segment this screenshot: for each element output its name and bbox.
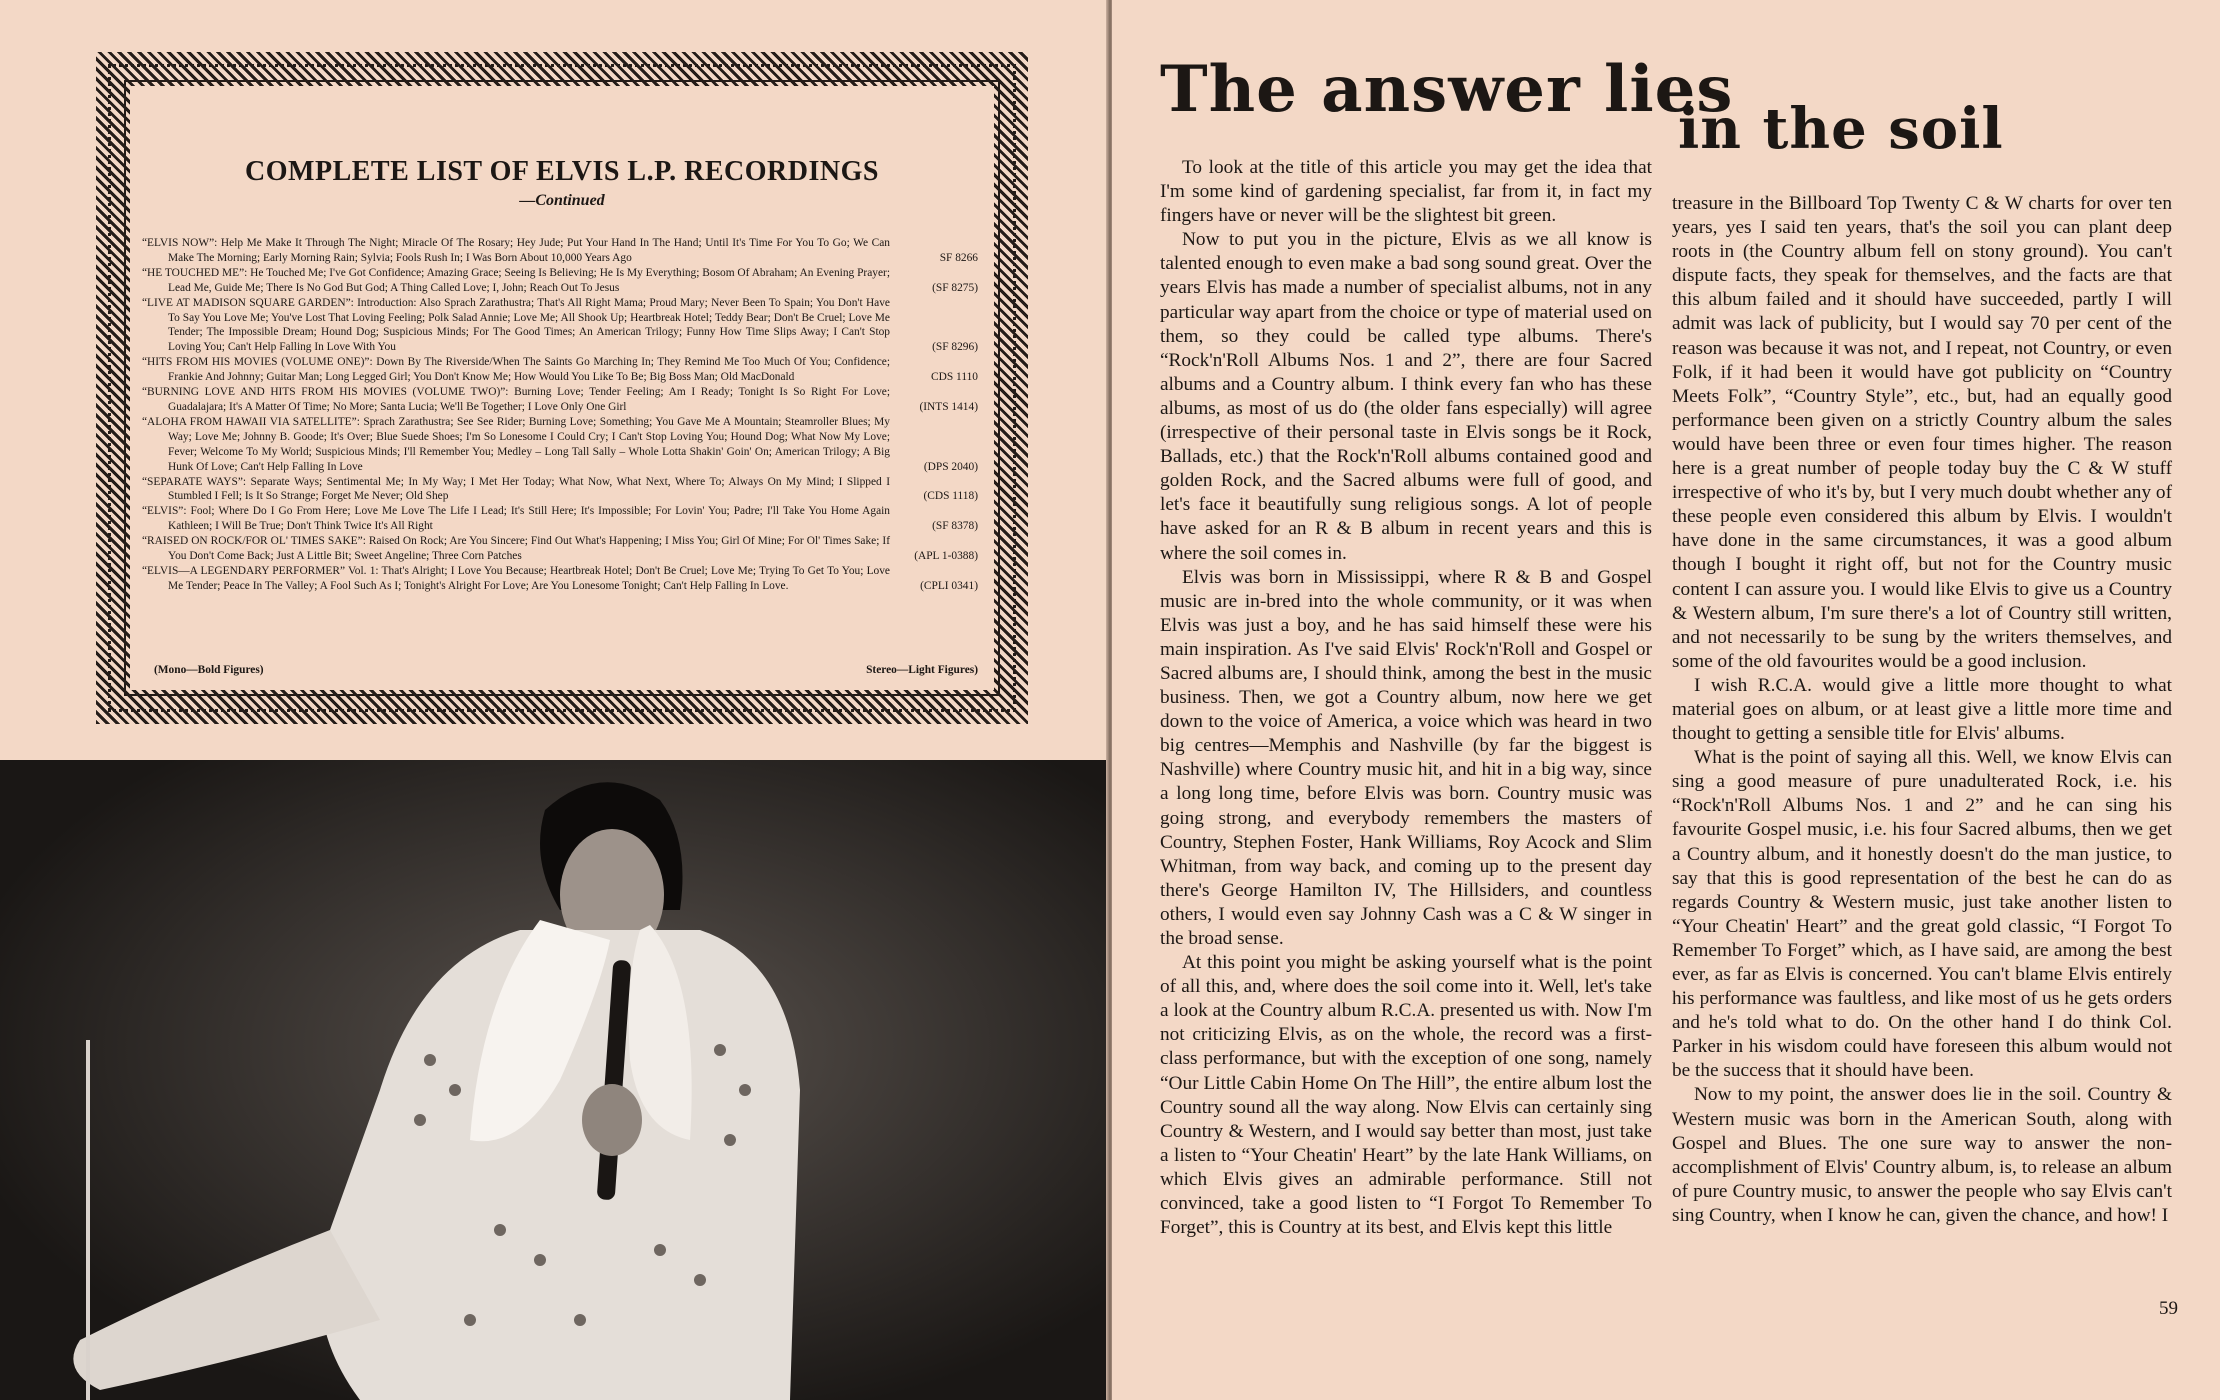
album-tracks: “RAISED ON ROCK/FOR OL' TIMES SAKE”: Raised On Rock; Are You Sincere; Find Out What's Happening; I Miss You; Girl Of Mine; For Ol' Times Sake; If You Don't Come Back; Just A Little Bit; Sweet Angeline; Three Corn Patches [142,535,890,563]
col2-paragraph: Now to my point, the answer does lie in the soil. Country & Western music was born in the American South, along with Gospel and Blues. The one sure way to answer the non-accomplishment of Elvis' Country album, is, to release an album of pure Country music, to answer the people who say Elvis can't sing Country, when I know he can, given the chance, and how! I [1672,1084,2172,1226]
right-page [1112,0,2220,1400]
album-tracks: “ELVIS—A LEGENDARY PERFORMER” Vol. 1: That's Alright; I Love You Because; Heartbreak Hotel; Don't Be Cruel; Love Me; Trying To Get To You; Love Me Tender; Peace In The Valley; A Fool Such As I; Tonight's Alright For Love; Are You Lonesome Tonight; Can't Help Falling In Love. [142,564,890,592]
album-entry [142,296,982,356]
col2-paragraph: treasure in the Billboard Top Twenty C & W charts for over ten years, yes I said ten years, that's the soil you can plant deep roots in (the Country album fell on stony ground). You can't dispute facts, they speak for themselves, and the facts are that this album failed and it should have succeeded, partly I will admit was lack of publicity, but I would say 70 per cent of the reason was because it was not, and I repeat, not Country, or even Folk, if it had been it would have got publicity on “Country Meets Folk”, “Country Style”, etc., but, had an equally good performance been given on a strictly Country album the sales would have been three or even four times higher. The reason here is a great number of people today buy the C & W stuff irrespective of who it's by, but I very much doubt whether any of these people even considered this album by Elvis. I wouldn't have done in the same circumstances, it was a good album though I bought it right off, but not for the Country music content I can assure you. I would like Elvis to give us a Country & Western album, I'm sure there's a lot of Country still written, and not necessarily to be sung by the writers themselves, and some of the old favourites would be a good inclusion. [1672,193,2172,672]
album-entry [142,236,982,266]
album-catalog-code: (CPLI 0341) [920,579,978,592]
album-catalog-code: (SF 8275) [932,281,978,294]
recordings-list [142,98,982,682]
album-entry [142,355,982,385]
album-catalog-code: (DPS 2040) [923,460,978,473]
col1-paragraph: Elvis was born in Mississippi, where R & B and Gospel music are in-bred into the whole community, or it was when Elvis was just a boy, and he has said himself these were his main inspiration. As I've said Elvis' Rock'n'Roll and Gospel or Sacred albums are, I should think, among the best in the music business. Then, we got a Country album, now here we get down to the voice of America, a voice which was heard in two big centres—Memphis and Nashville (by far the biggest is Nashville) where Country music hit, and hit in a big way, since a long long time, before Elvis was born. Country music was going strong, and everybody remembers the masters of Country, Stephen Foster, Hank Williams, Roy Acock and Slim Whitman, from way back, and coming up to the present day there's George Hamilton IV, The Hillsiders, and countless others, I would even say Johnny Cash was a C & W singer in the broad sense. [1160,566,1652,949]
album-catalog-code: CDS 1110 [931,371,978,384]
album-catalog-code: SF 8266 [939,251,978,264]
ornamental-frame [96,52,1028,724]
album-entry [142,534,982,564]
left-page [0,0,1108,1400]
album-entry [142,385,982,415]
album-tracks: “ALOHA FROM HAWAII VIA SATELLITE”: Sprach Zarathustra; See See Rider; Burning Love; Something; You Gave Me A Mountain; Steamroller Blues; My Way; Love Me; Johnny B. Goode; It's Over; Blue Suede Shoes; I'm So Lonesome I Could Cry; I Can't Stop Loving You; Hound Dog; What Now My Love; Fever; Welcome To My World; Suspicious Minds; I'll Remember You; Medley – Long Tall Sally – Whole Lotta Shakin' Goin' On; American Trilogy; A Big Hunk Of Love; Can't Help Falling In Love [142,415,890,473]
album-entry [142,564,982,594]
footer-mono: (Mono—Bold Figures) [154,664,264,676]
album-entry [142,504,982,534]
album-tracks: “ELVIS”: Fool; Where Do I Go From Here; Love Me Love The Life I Lead; It's Still Here; It's Impossible; For Lovin' You; Padre; I'll Take You Home Again Kathleen; I Will Be True; Don't Think Twice It's All Right [142,505,890,533]
album-catalog-code: (SF 8378) [932,520,978,533]
album-tracks: “HE TOUCHED ME”: He Touched Me; I've Got Confidence; Amazing Grace; Seeing Is Believing; He Is My Everything; Bosom Of Abraham; An Evening Prayer; Lead Me, Guide Me; There Is No God But God; A Thing Called Love; I, John; Reach Out To Jesus [142,266,890,294]
album-tracks: “ELVIS NOW”: Help Me Make It Through The Night; Miracle Of The Rosary; Hey Jude; Put Your Hand In The Hand; Until It's Time For You To Go; We Can Make The Morning; Early Morning Rain; Sylvia; Fools Rush In; I Was Born About 10,000 Years Ago [142,237,890,264]
album-entry [142,415,982,475]
col2-paragraph: I wish R.C.A. would give a little more thought to what material goes on album, or at least give a little more time and thought to getting a sensible title for Elvis' albums. [1672,674,2172,745]
list-title: COMPLETE LIST OF ELVIS L.P. RECORDINGS [245,156,879,187]
album-tracks: “SEPARATE WAYS”: Separate Ways; Sentimental Me; In My Way; I Met Her Today; What Now, What Next, Where To; Always On My Mind; I Slipped I Stumbled I Fell; Is It So Strange; Forget Me Never; Old Shep [142,475,890,503]
album-tracks: “BURNING LOVE AND HITS FROM HIS MOVIES (VOLUME TWO)”: Burning Love; Tender Feeling; Am I Ready; Tonight Is So Right For Love; Guadalajara; It's A Matter Of Time; No More; Santa Lucia; We'll Be Together; I Love Only One Girl [142,386,890,413]
album-catalog-code: (SF 8296) [932,341,978,354]
col1-paragraph: Now to put you in the picture, Elvis as we all know is talented enough to even make a bad song sound great. Over the years Elvis has made a number of specialist albums, not in any particular way apart from the choice or type of material used on them, so they could be called type albums. There's “Rock'n'Roll Albums Nos. 1 and 2”, there are four Sacred albums and a Country album. I think every fan who has these albums, as most of us do (the older fans especially) will agree (irrespective of their personal taste in Elvis songs be it Rock, Ballads, etc.) that the Rock'n'Roll albums contained good and golden Rock, and the Sacred albums were full of good, and let's face it beautifully sung religious songs. A lot of people have asked for an R & B album in recent years and this is where the soil comes in. [1160,229,1653,564]
album-list [142,236,982,594]
col1-paragraph: To look at the title of this article you may get the idea that I'm some kind of gardening specialist, far from it, in fact my fingers have or never will be the slightest bit green. [1160,157,1652,227]
article-column-1 [1160,156,1652,1240]
album-entry [142,475,982,505]
col1-paragraph: At this point you might be asking yourself what is the point of all this, and, where does the soil come into it. Well, let's take a look at the Country album R.C.A. presented us with. Now I'm not criticizing Elvis, as on the whole, the record was a first-class performance, but with the exception of one song, namely “Our Little Cabin Home On The Hill”, the entire album lost the Country sound all the way along. Now Elvis can certainly sing Country & Western, and I would say better than most, just take a listen to “Your Cheatin' Heart” by the late Hank Williams, on which Elvis gives an admirable performance. Still not convinced, take a good listen to “I Forgot To Remember To Forget”, this is Country at its best, and Elvis kept this little [1160,952,1652,1239]
list-subtitle: —Continued [519,192,605,209]
photo-illustration [0,760,1108,1400]
list-footer [154,664,978,676]
footer-stereo: Stereo—Light Figures) [866,664,978,676]
album-catalog-code: (CDS 1118) [923,490,978,503]
performer-photo [0,760,1108,1400]
album-catalog-code: (APL 1-0388) [914,550,978,563]
album-catalog-code: (INTS 1414) [919,400,978,413]
article-column-2 [1672,192,2172,1228]
album-entry [142,266,982,296]
col2-paragraph: What is the point of saying all this. Well, we know Elvis can sing a good measure of pure unadulterated Rock, i.e. his “Rock'n'Roll Albums Nos. 1 and 2” and he can sing his favourite Gospel music, i.e. his four Sacred albums, then we get a Country album, and it honestly doesn't do the man justice, to say that this is good representation of the best he can do as regards Country & Western music, just take another listen to “Your Cheatin' Heart” and the great gold classic, “I Forgot To Remember To Forget” which, as I have said, are among the best ever, as far as Elvis is concerned. You can't blame Elvis entirely his performance was faultless, and like most of us he gets orders and he's told what to do. On the other hand I do think Col. Parker in his wisdom could have foreseen this album would not be the success that it should have been. [1672,747,2172,1082]
headline-line-1: The answer lies [1160,52,1734,127]
album-tracks: “LIVE AT MADISON SQUARE GARDEN”: Introduction: Also Sprach Zarathustra; That's All Right Mama; Proud Mary; Never Been To Spain; You Don't Have To Say You Love Me; You've Lost That Loving Feeling; Polk Salad Annie; Love Me; All Shook Up; Heartbreak Hotel; Teddy Bear; Don't Be Cruel; Love Me Tender; The Impossible Dream; Hound Dog; Suspicious Minds; For The Good Times; An American Trilogy; Funny How Time Slips Away; I Can't Stop Loving You; Can't Help Falling In Love With You [142,296,890,354]
album-tracks: “HITS FROM HIS MOVIES (VOLUME ONE)”: Down By The Riverside/When The Saints Go Marching In; They Remind Me Too Much Of You; Confidence; Frankie And Johnny; Guitar Man; Long Legged Girl; You Don't Know Me; How Would You Like To Be; Big Boss Man; Old MacDonald [142,356,890,384]
headline-line-2: in the soil [1678,96,2004,162]
page-number: 59 [2159,1298,2178,1319]
